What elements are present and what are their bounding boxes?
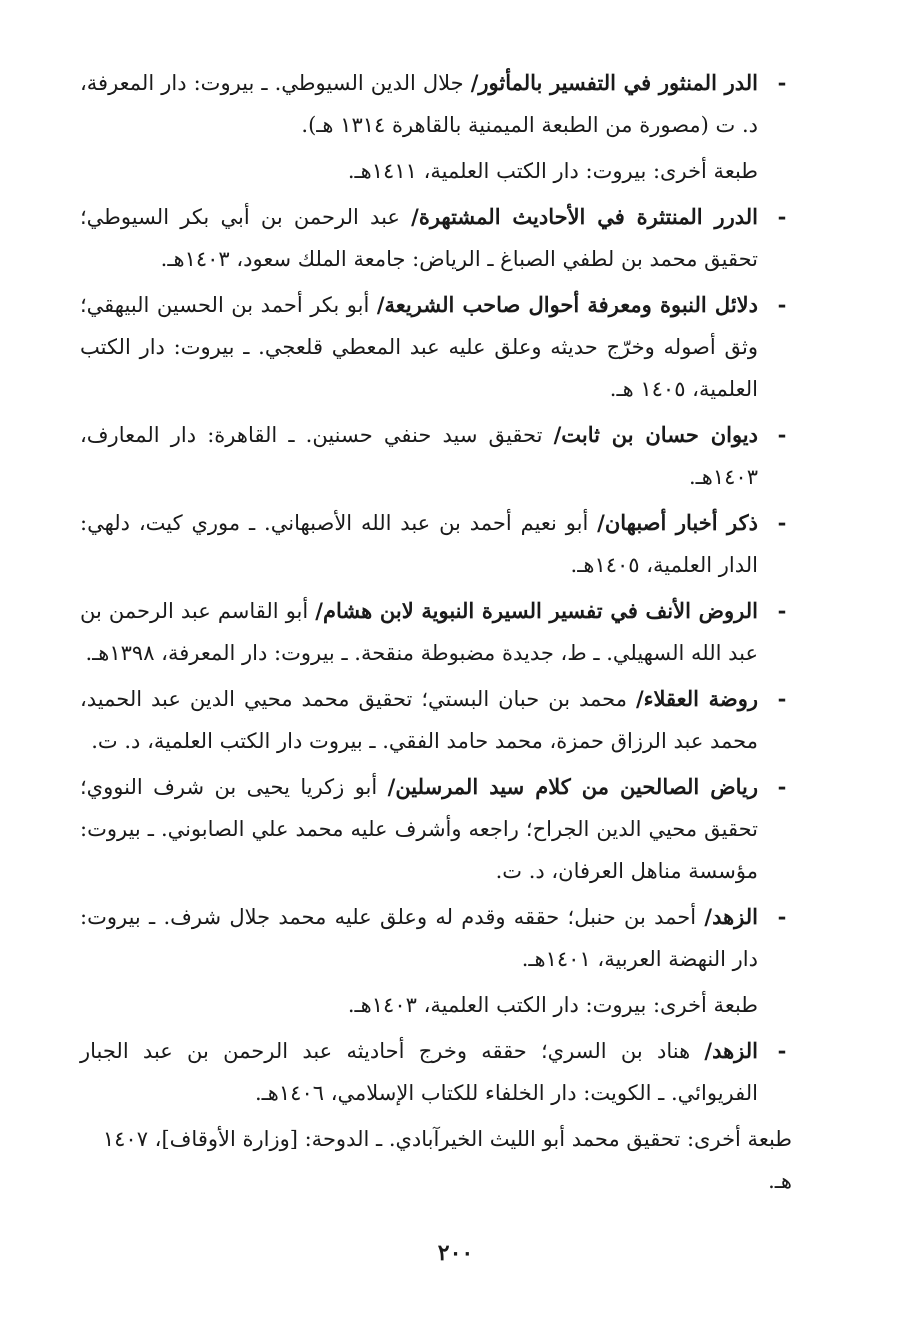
entry-body: أبو القاسم عبد الرحمن بن عبد الله السهيلي. ـ ط، جديدة مضبوطة منقحة. ـ بيروت: دار المعرفة، ١٣٩٨هـ. [80, 599, 758, 665]
entry-dash: - [777, 510, 787, 535]
bibliography-entry [80, 896, 792, 980]
bibliography-entry [80, 678, 792, 762]
entry-dash: - [777, 292, 787, 317]
entry-dash: - [777, 904, 787, 929]
entry-dash: - [777, 774, 787, 799]
entry-dash: - [777, 204, 787, 229]
other-edition: طبعة أخرى: تحقيق محمد أبو الليث الخيرآبادي. ـ الدوحة: [وزارة الأوقاف]، ١٤٠٧ هـ. [102, 1127, 792, 1193]
entry-body: تحقيق سيد حنفي حسنين. ـ القاهرة: دار المعارف، ١٤٠٣هـ. [80, 423, 758, 489]
bibliography-entry [80, 1030, 792, 1114]
entry-title: دلائل النبوة ومعرفة أحوال صاحب الشريعة/ [376, 292, 759, 317]
entry-dash: - [777, 422, 787, 447]
page-number: ٢٠٠ [437, 1240, 474, 1266]
entry-title: ذكر أخبار أصبهان/ [597, 510, 758, 535]
entry-body: أبو زكريا يحيى بن شرف النووي؛ تحقيق محيي الدين الجراح؛ راجعه وأشرف عليه محمد علي الصابوني. ـ بيروت: مؤسسة مناهل العرفان، د. ت. [80, 775, 758, 883]
bibliography-entry [80, 502, 792, 586]
entry-title: الزهد/ [704, 904, 758, 929]
bibliography-entry [80, 196, 792, 280]
other-edition: طبعة أخرى: بيروت: دار الكتب العلمية، ١٤٠٣هـ. [347, 993, 758, 1017]
entry-body: أبو بكر أحمد بن الحسين البيهقي؛ وثق أصوله وخرّج حديثه وعلق عليه عبد المعطي قلعجي. ـ بيروت: دار الكتب العلمية، ١٤٠٥ هـ. [80, 293, 758, 401]
entry-body: محمد بن حبان البستي؛ تحقيق محمد محيي الدين عبد الحميد، محمد عبد الرزاق حمزة، محمد حامد الفقي. ـ بيروت دار الكتب العلمية، د. ت. [80, 687, 758, 753]
bibliography-entry [80, 414, 792, 498]
entry-dash: - [777, 1038, 787, 1063]
entry-title: الدر المنثور في التفسير بالمأثور/ [470, 70, 758, 95]
entry-title: الدرر المنتثرة في الأحاديث المشتهرة/ [411, 204, 758, 229]
bibliography-entry [80, 284, 792, 410]
entry-body: عبد الرحمن بن أبي بكر السيوطي؛ تحقيق محمد بن لطفي الصباغ ـ الرياض: جامعة الملك سعود، ١٤٠٣هـ. [80, 205, 758, 271]
entry-title: الروض الأنف في تفسير السيرة النبوية لابن هشام/ [315, 598, 758, 623]
bibliography-entry [80, 766, 792, 892]
other-edition: طبعة أخرى: بيروت: دار الكتب العلمية، ١٤١١هـ. [347, 159, 758, 183]
entry-body: أحمد بن حنبل؛ حققه وقدم له وعلق عليه محمد جلال شرف. ـ بيروت: دار النهضة العربية، ١٤٠١هـ. [80, 905, 758, 971]
entry-body: هناد بن السري؛ حققه وخرج أحاديثه عبد الرحمن بن عبد الجبار الفريوائي. ـ الكويت: دار الخلفاء للكتاب الإسلامي، ١٤٠٦هـ. [80, 1039, 758, 1105]
bibliography-entry [80, 590, 792, 674]
entry-dash: - [777, 686, 787, 711]
entry-body: جلال الدين السيوطي. ـ بيروت: دار المعرفة، د. ت (مصورة من الطبعة الميمنية بالقاهرة ١٣١٤ هـ). [80, 71, 758, 137]
bibliography-page [80, 62, 792, 1206]
entry-title: الزهد/ [704, 1038, 758, 1063]
bibliography-entry [80, 62, 792, 146]
entry-title: رياض الصالحين من كلام سيد المرسلين/ [387, 774, 758, 799]
entry-body: أبو نعيم أحمد بن عبد الله الأصبهاني. ـ موري كيت، دلهي: الدار العلمية، ١٤٠٥هـ. [80, 511, 758, 577]
entry-title: ديوان حسان بن ثابت/ [553, 422, 758, 447]
entry-title: روضة العقلاء/ [635, 686, 758, 711]
entry-dash: - [777, 598, 787, 623]
entry-dash: - [777, 70, 787, 95]
